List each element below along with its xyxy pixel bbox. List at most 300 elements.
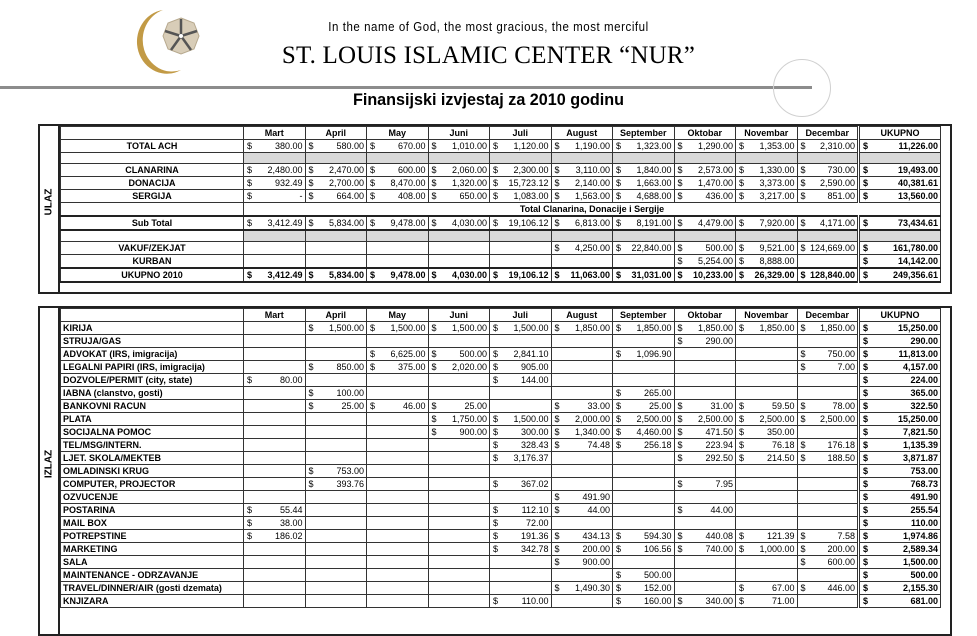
amount-value: 44.00 bbox=[587, 505, 610, 515]
spacer-cell bbox=[428, 153, 490, 164]
currency-symbol: $ bbox=[800, 544, 806, 554]
amount-value: 1,850.00 bbox=[697, 323, 733, 333]
currency-symbol: $ bbox=[800, 557, 806, 567]
column-header-september: September bbox=[613, 127, 675, 140]
amount-cell bbox=[490, 582, 552, 595]
column-header-oktobar: Oktobar bbox=[674, 309, 736, 322]
amount-cell bbox=[490, 517, 552, 530]
amount-cell bbox=[305, 478, 367, 491]
amount-cell bbox=[674, 426, 736, 439]
amount-cell bbox=[244, 335, 306, 348]
amount-value: 121.39 bbox=[766, 531, 795, 541]
amount-cell bbox=[674, 361, 736, 374]
amount-cell bbox=[367, 190, 429, 203]
amount-cell bbox=[305, 177, 367, 190]
currency-symbol: $ bbox=[616, 583, 622, 593]
amount-cell bbox=[305, 361, 367, 374]
currency-symbol: $ bbox=[431, 401, 437, 411]
currency-symbol: $ bbox=[308, 401, 314, 411]
currency-symbol: $ bbox=[800, 349, 806, 359]
amount-value: 6,625.00 bbox=[390, 349, 426, 359]
total-cell bbox=[859, 374, 941, 387]
amount-value: 7.58 bbox=[837, 531, 855, 541]
amount-cell bbox=[674, 140, 736, 153]
amount-cell bbox=[367, 426, 429, 439]
amount-cell bbox=[736, 439, 798, 452]
amount-value: 3,373.00 bbox=[759, 178, 795, 188]
row-label: CLANARINA bbox=[61, 164, 244, 177]
amount-value: 186.02 bbox=[274, 531, 303, 541]
amount-cell bbox=[244, 268, 306, 282]
expense-row bbox=[61, 413, 941, 426]
currency-symbol: $ bbox=[616, 191, 622, 201]
amount-cell bbox=[797, 530, 859, 543]
amount-cell bbox=[367, 556, 429, 569]
amount-cell bbox=[244, 556, 306, 569]
amount-cell bbox=[490, 556, 552, 569]
amount-cell bbox=[797, 335, 859, 348]
amount-cell bbox=[797, 242, 859, 255]
amount-value: 375.00 bbox=[397, 362, 426, 372]
amount-value: 19,106.12 bbox=[508, 270, 549, 280]
amount-value: 25.00 bbox=[648, 401, 672, 411]
amount-value: 408.00 bbox=[397, 191, 426, 201]
amount-cell bbox=[428, 556, 490, 569]
currency-symbol: $ bbox=[739, 243, 745, 253]
amount-cell bbox=[305, 543, 367, 556]
amount-cell bbox=[305, 556, 367, 569]
amount-cell bbox=[244, 439, 306, 452]
amount-value: 8,191.00 bbox=[636, 218, 672, 228]
amount-cell bbox=[674, 491, 736, 504]
amount-value: 7,821.50 bbox=[902, 427, 938, 437]
currency-symbol: $ bbox=[247, 141, 253, 151]
currency-symbol: $ bbox=[554, 557, 560, 567]
currency-symbol: $ bbox=[800, 165, 806, 175]
currency-symbol: $ bbox=[370, 178, 376, 188]
amount-cell bbox=[305, 322, 367, 335]
currency-symbol: $ bbox=[863, 165, 869, 175]
expense-row bbox=[61, 569, 941, 582]
amount-cell bbox=[674, 400, 736, 413]
column-header-april: April bbox=[305, 309, 367, 322]
amount-cell bbox=[244, 216, 306, 230]
amount-cell bbox=[367, 164, 429, 177]
amount-cell bbox=[367, 504, 429, 517]
amount-value: 342.78 bbox=[520, 544, 549, 554]
currency-symbol: $ bbox=[431, 165, 437, 175]
total-cell bbox=[859, 543, 941, 556]
amount-cell bbox=[490, 322, 552, 335]
currency-symbol: $ bbox=[677, 453, 683, 463]
amount-cell bbox=[551, 242, 613, 255]
expense-row bbox=[61, 491, 941, 504]
amount-value: 44.00 bbox=[710, 505, 733, 515]
spacer-cell bbox=[490, 230, 552, 242]
currency-symbol: $ bbox=[677, 243, 683, 253]
expense-section bbox=[38, 306, 952, 636]
amount-value: 851.00 bbox=[827, 191, 855, 201]
amount-cell bbox=[305, 582, 367, 595]
amount-value: 600.00 bbox=[827, 557, 855, 567]
amount-value: 491.90 bbox=[910, 492, 938, 502]
amount-value: 15,250.00 bbox=[897, 323, 938, 333]
amount-cell bbox=[244, 530, 306, 543]
header-divider bbox=[0, 86, 812, 89]
spacer-row bbox=[61, 153, 941, 164]
amount-cell bbox=[305, 190, 367, 203]
total-cell bbox=[859, 569, 941, 582]
total-cell bbox=[859, 348, 941, 361]
table-row bbox=[61, 164, 941, 177]
amount-cell bbox=[674, 164, 736, 177]
amount-value: 3,412.49 bbox=[267, 218, 303, 228]
amount-value: 2,700.00 bbox=[328, 178, 364, 188]
amount-value: 1,750.00 bbox=[451, 414, 487, 424]
currency-symbol: $ bbox=[677, 505, 683, 515]
currency-symbol: $ bbox=[616, 531, 622, 541]
currency-symbol: $ bbox=[677, 256, 683, 266]
amount-cell bbox=[428, 255, 490, 269]
subtotal-note-label bbox=[61, 203, 244, 217]
amount-cell bbox=[613, 556, 675, 569]
amount-cell bbox=[490, 255, 552, 269]
currency-symbol: $ bbox=[493, 544, 499, 554]
amount-cell bbox=[428, 177, 490, 190]
amount-value: 224.00 bbox=[910, 375, 938, 385]
currency-symbol: $ bbox=[863, 570, 869, 580]
amount-cell bbox=[367, 582, 429, 595]
currency-symbol: $ bbox=[677, 270, 683, 280]
amount-value: 19,493.00 bbox=[897, 165, 938, 175]
amount-cell bbox=[244, 164, 306, 177]
amount-value: 650.00 bbox=[459, 191, 487, 201]
amount-cell bbox=[490, 348, 552, 361]
amount-cell bbox=[613, 361, 675, 374]
total-cell bbox=[859, 242, 941, 255]
amount-cell bbox=[736, 582, 798, 595]
currency-symbol: $ bbox=[616, 596, 622, 606]
amount-cell bbox=[367, 374, 429, 387]
amount-cell bbox=[244, 426, 306, 439]
income-section bbox=[38, 124, 952, 294]
currency-symbol: $ bbox=[739, 453, 745, 463]
amount-cell bbox=[797, 374, 859, 387]
amount-cell bbox=[244, 361, 306, 374]
grand-total-row bbox=[61, 268, 941, 282]
currency-symbol: $ bbox=[493, 440, 499, 450]
row-label: BANKOVNI RACUN bbox=[61, 400, 244, 413]
currency-symbol: $ bbox=[677, 165, 683, 175]
amount-value: 1,135.39 bbox=[902, 440, 938, 450]
currency-symbol: $ bbox=[863, 218, 869, 228]
amount-cell bbox=[797, 216, 859, 230]
row-label: OMLADINSKI KRUG bbox=[61, 465, 244, 478]
amount-cell bbox=[367, 400, 429, 413]
column-header-row bbox=[61, 127, 941, 140]
currency-symbol: $ bbox=[677, 191, 683, 201]
currency-symbol: $ bbox=[677, 531, 683, 541]
currency-symbol: $ bbox=[863, 414, 869, 424]
amount-cell bbox=[305, 452, 367, 465]
currency-symbol: $ bbox=[863, 505, 869, 515]
currency-symbol: $ bbox=[431, 218, 437, 228]
currency-symbol: $ bbox=[308, 191, 314, 201]
expense-row bbox=[61, 543, 941, 556]
amount-value: 292.50 bbox=[705, 453, 733, 463]
amount-value: 2,155.30 bbox=[902, 583, 938, 593]
currency-symbol: $ bbox=[493, 349, 499, 359]
amount-cell bbox=[244, 569, 306, 582]
row-label: OZVUCENJE bbox=[61, 491, 244, 504]
amount-cell bbox=[428, 582, 490, 595]
amount-cell bbox=[490, 530, 552, 543]
amount-value: 850.00 bbox=[336, 362, 364, 372]
currency-symbol: $ bbox=[370, 191, 376, 201]
amount-cell bbox=[367, 361, 429, 374]
amount-cell bbox=[551, 335, 613, 348]
amount-value: 3,412.49 bbox=[267, 270, 303, 280]
amount-cell bbox=[613, 413, 675, 426]
amount-cell bbox=[613, 242, 675, 255]
amount-cell bbox=[305, 491, 367, 504]
column-header-oktobar: Oktobar bbox=[674, 127, 736, 140]
row-label: MAINTENANCE - ODRZAVANJE bbox=[61, 569, 244, 582]
amount-value: 1,850.00 bbox=[759, 323, 795, 333]
amount-cell bbox=[428, 164, 490, 177]
amount-value: 1,850.00 bbox=[819, 323, 855, 333]
amount-value: 1,850.00 bbox=[636, 323, 672, 333]
amount-cell bbox=[613, 465, 675, 478]
spacer-cell bbox=[551, 153, 613, 164]
amount-value: 106.56 bbox=[643, 544, 672, 554]
amount-cell bbox=[490, 361, 552, 374]
amount-cell bbox=[428, 361, 490, 374]
currency-symbol: $ bbox=[739, 141, 745, 151]
amount-cell bbox=[797, 452, 859, 465]
amount-value: 1,340.00 bbox=[574, 427, 610, 437]
amount-value: 2,480.00 bbox=[267, 165, 303, 175]
amount-cell bbox=[674, 452, 736, 465]
total-cell bbox=[859, 268, 941, 282]
currency-symbol: $ bbox=[863, 531, 869, 541]
currency-symbol: $ bbox=[800, 401, 806, 411]
amount-value: 670.00 bbox=[397, 141, 426, 151]
amount-value: 446.00 bbox=[827, 583, 855, 593]
spacer-cell bbox=[736, 153, 798, 164]
currency-symbol: $ bbox=[247, 375, 253, 385]
amount-cell bbox=[490, 569, 552, 582]
spacer-cell bbox=[613, 230, 675, 242]
amount-cell bbox=[736, 504, 798, 517]
amount-value: 9,478.00 bbox=[390, 218, 426, 228]
currency-symbol: $ bbox=[677, 427, 683, 437]
amount-cell bbox=[490, 190, 552, 203]
amount-cell bbox=[736, 374, 798, 387]
row-label: TEL/MSG/INTERN. bbox=[61, 439, 244, 452]
amount-cell bbox=[797, 164, 859, 177]
amount-cell bbox=[305, 255, 367, 269]
amount-value: 1,120.00 bbox=[513, 141, 549, 151]
amount-cell bbox=[736, 322, 798, 335]
amount-value: 350.00 bbox=[766, 427, 795, 437]
expense-section-label: IZLAZ bbox=[40, 308, 60, 634]
column-header-may: May bbox=[367, 127, 429, 140]
amount-cell bbox=[736, 255, 798, 269]
amount-cell bbox=[674, 439, 736, 452]
currency-symbol: $ bbox=[677, 141, 683, 151]
amount-cell bbox=[428, 374, 490, 387]
amount-cell bbox=[551, 387, 613, 400]
spacer-cell bbox=[367, 153, 429, 164]
report-title: Finansijski izvjestaj za 2010 godinu bbox=[352, 90, 625, 109]
amount-cell bbox=[551, 556, 613, 569]
amount-cell bbox=[674, 569, 736, 582]
amount-value: 112.10 bbox=[521, 505, 549, 515]
currency-symbol: $ bbox=[308, 479, 314, 489]
amount-cell bbox=[490, 335, 552, 348]
amount-cell bbox=[613, 439, 675, 452]
amount-value: 1,500.00 bbox=[513, 414, 549, 424]
amount-value: 322.50 bbox=[910, 401, 938, 411]
amount-value: 2,500.00 bbox=[819, 414, 855, 424]
amount-value: 1,096.90 bbox=[636, 349, 672, 359]
amount-value: 15,250.00 bbox=[897, 414, 938, 424]
amount-cell bbox=[428, 426, 490, 439]
amount-cell bbox=[797, 255, 859, 269]
amount-cell bbox=[490, 164, 552, 177]
spacer-cell bbox=[736, 230, 798, 242]
column-header-august: August bbox=[551, 127, 613, 140]
amount-value: 750.00 bbox=[827, 349, 855, 359]
amount-value: 2,310.00 bbox=[819, 141, 855, 151]
amount-cell bbox=[613, 335, 675, 348]
amount-cell bbox=[305, 465, 367, 478]
amount-cell bbox=[736, 556, 798, 569]
currency-symbol: $ bbox=[616, 544, 622, 554]
amount-value: 4,171.00 bbox=[819, 218, 855, 228]
amount-cell bbox=[551, 465, 613, 478]
amount-cell bbox=[551, 543, 613, 556]
amount-cell bbox=[367, 322, 429, 335]
spacer-cell bbox=[428, 230, 490, 242]
currency-symbol: $ bbox=[677, 178, 683, 188]
amount-cell bbox=[736, 569, 798, 582]
amount-cell bbox=[305, 268, 367, 282]
amount-value: 249,356.61 bbox=[892, 270, 938, 280]
amount-cell bbox=[797, 491, 859, 504]
amount-value: 25.00 bbox=[464, 401, 487, 411]
amount-cell bbox=[490, 452, 552, 465]
amount-cell bbox=[428, 322, 490, 335]
row-label: SOCIJALNA POMOC bbox=[61, 426, 244, 439]
currency-symbol: $ bbox=[247, 191, 253, 201]
amount-cell bbox=[613, 140, 675, 153]
income-table bbox=[60, 126, 941, 283]
amount-cell bbox=[244, 413, 306, 426]
amount-cell bbox=[797, 504, 859, 517]
amount-cell bbox=[674, 478, 736, 491]
total-cell bbox=[859, 255, 941, 269]
amount-cell bbox=[674, 387, 736, 400]
amount-cell bbox=[736, 268, 798, 282]
header-blank bbox=[61, 309, 244, 322]
amount-cell bbox=[367, 517, 429, 530]
currency-symbol: $ bbox=[800, 453, 806, 463]
amount-value: 4,250.00 bbox=[574, 243, 610, 253]
amount-value: 160.00 bbox=[643, 596, 672, 606]
amount-cell bbox=[674, 543, 736, 556]
amount-cell bbox=[674, 216, 736, 230]
amount-value: 1,010.00 bbox=[451, 141, 487, 151]
amount-cell bbox=[428, 413, 490, 426]
amount-cell bbox=[736, 177, 798, 190]
expense-row bbox=[61, 478, 941, 491]
amount-cell bbox=[674, 374, 736, 387]
amount-cell bbox=[797, 268, 859, 282]
amount-cell bbox=[797, 361, 859, 374]
amount-cell bbox=[551, 452, 613, 465]
amount-value: 500.00 bbox=[705, 243, 733, 253]
amount-cell bbox=[797, 177, 859, 190]
expense-row bbox=[61, 439, 941, 452]
amount-cell bbox=[613, 387, 675, 400]
amount-cell bbox=[244, 504, 306, 517]
amount-cell bbox=[551, 348, 613, 361]
amount-cell bbox=[244, 478, 306, 491]
amount-value: 1,500.00 bbox=[328, 323, 364, 333]
amount-value: 500.00 bbox=[459, 349, 487, 359]
amount-value: 1,330.00 bbox=[759, 165, 795, 175]
amount-cell bbox=[674, 242, 736, 255]
amount-value: 255.54 bbox=[910, 505, 938, 515]
amount-cell bbox=[551, 140, 613, 153]
currency-symbol: $ bbox=[493, 427, 499, 437]
amount-cell bbox=[551, 255, 613, 269]
amount-cell bbox=[367, 216, 429, 230]
currency-symbol: $ bbox=[739, 270, 745, 280]
amount-cell bbox=[490, 387, 552, 400]
column-header-juli: Juli bbox=[490, 127, 552, 140]
amount-cell bbox=[305, 242, 367, 255]
amount-cell bbox=[367, 452, 429, 465]
currency-symbol: $ bbox=[247, 165, 253, 175]
amount-cell bbox=[736, 426, 798, 439]
amount-value: 110.00 bbox=[910, 518, 938, 528]
row-label: LEGALNI PAPIRI (IRS, imigracija) bbox=[61, 361, 244, 374]
currency-symbol: $ bbox=[800, 178, 806, 188]
header-blank bbox=[61, 127, 244, 140]
amount-cell bbox=[674, 465, 736, 478]
currency-symbol: $ bbox=[493, 375, 499, 385]
currency-symbol: $ bbox=[677, 544, 683, 554]
subtotal-row bbox=[61, 216, 941, 230]
amount-value: 22,840.00 bbox=[631, 243, 672, 253]
row-label: LJET. SKOLA/MEKTEB bbox=[61, 452, 244, 465]
table-row bbox=[61, 255, 941, 269]
currency-symbol: $ bbox=[493, 596, 499, 606]
amount-cell bbox=[305, 517, 367, 530]
amount-cell bbox=[797, 322, 859, 335]
total-cell bbox=[859, 216, 941, 230]
amount-cell bbox=[305, 164, 367, 177]
currency-symbol: $ bbox=[554, 427, 560, 437]
expense-row bbox=[61, 530, 941, 543]
expense-row bbox=[61, 582, 941, 595]
currency-symbol: $ bbox=[863, 401, 869, 411]
currency-symbol: $ bbox=[863, 479, 869, 489]
amount-cell bbox=[244, 140, 306, 153]
